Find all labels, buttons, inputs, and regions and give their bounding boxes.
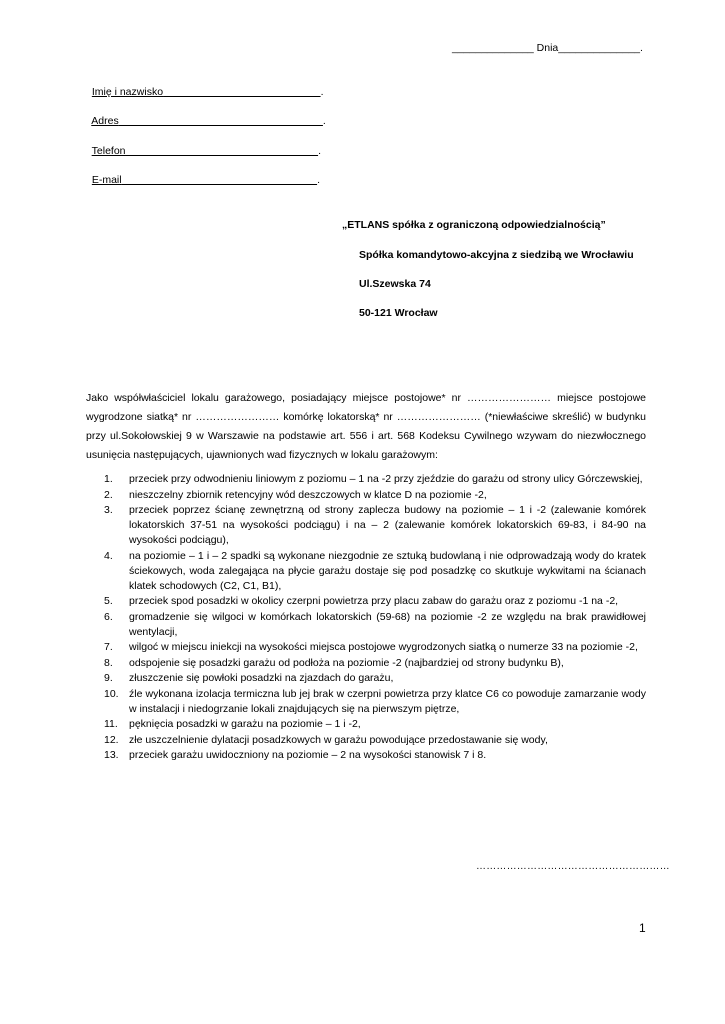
list-item bbox=[86, 594, 646, 609]
item-number: 11. bbox=[104, 718, 118, 730]
item-text: wilgoć w miejscu iniekcji na wysokości miejsca postojowe wygrodzonych siatką o numerze 33 na poziomie -2, bbox=[129, 641, 638, 653]
item-number: 2. bbox=[104, 488, 113, 501]
recipient-city: 50-121 Wrocław bbox=[359, 307, 438, 319]
list-item bbox=[86, 640, 646, 655]
phone-end: . bbox=[318, 145, 321, 157]
item-text: gromadzenie się wilgoci w komórkach lokatorskich (59-68) na poziomie -2 ze względu na brak prawidłowej wentylacji, bbox=[129, 610, 646, 638]
item-text: odspojenie się posadzki garażu od podłoża na poziomie -2 (najbardziej od strony budynku B), bbox=[129, 656, 564, 669]
item-number: 5. bbox=[104, 595, 113, 607]
intro-paragraph: Jako współwłaściciel lokalu garażowego, posiadający miejsce postojowe* nr …………………… miejsce postojowe wygrodzone siatką* nr …………………… komórkę lokatorską* nr …………………… (*niewłaściwe skreślić) w budynku przy ul.Sokołowskiej 9 w Warszawie na podstawie art. 556 i art. 568 Kodeksu Cywilnego wzywam do niezwłocznego usunięcia następujących, ujawnionych wad fizycznych w lokalu garażowym: bbox=[86, 392, 646, 461]
email-blank bbox=[122, 174, 317, 186]
item-number: 1. bbox=[104, 473, 113, 485]
item-number: 8. bbox=[104, 656, 113, 669]
name-label: Imię i nazwisko bbox=[91, 86, 164, 98]
recipient-street: Ul.Szewska 74 bbox=[359, 278, 431, 290]
recipient-company: „ETLANS spółka z ograniczoną odpowiedzialnością” bbox=[342, 219, 606, 231]
address-field bbox=[86, 103, 326, 127]
recipient-company-type: Spółka komandytowo-akcyjna z siedzibą we Wrocławiu bbox=[359, 249, 634, 261]
name-end: . bbox=[320, 86, 324, 98]
item-number: 13. bbox=[104, 749, 119, 761]
defects-list bbox=[86, 472, 646, 764]
phone-blank bbox=[126, 145, 319, 157]
item-text: przeciek przy odwodnieniu liniowym z poziomu – 1 na -2 przy zjeździe do garażu od strony ulicy Górczewskiej, bbox=[129, 473, 643, 485]
address-blank bbox=[119, 115, 323, 127]
item-number: 10. bbox=[104, 687, 119, 700]
phone-label: Telefon bbox=[91, 145, 126, 157]
list-item bbox=[86, 733, 646, 748]
item-text: przeciek poprzez ścianę zewnętrzną od strony zaplecza budowy na poziomie – 1 i -2 (zalewanie komórek lokatorskich 37-51 na wysokości podciągu) i na – 2 (zalewanie komórek lokatorskich 69-83, i 84-90 na wysokości podciągu), bbox=[129, 504, 646, 546]
list-item bbox=[86, 656, 646, 671]
item-text: pęknięcia posadzki w garażu na poziomie – 1 i -2, bbox=[129, 718, 361, 730]
list-item bbox=[86, 503, 646, 548]
signature-line: ………………………………………………… bbox=[476, 861, 670, 872]
list-item bbox=[86, 748, 646, 763]
item-number: 9. bbox=[104, 672, 113, 684]
item-text: przeciek garażu uwidoczniony na poziomie – 2 na wysokości stanowisk 7 i 8. bbox=[129, 749, 487, 761]
item-text: złuszczenie się powłoki posadzki na zjazdach do garażu, bbox=[129, 672, 394, 684]
list-item bbox=[86, 488, 646, 503]
item-text: źle wykonana izolacja termiczna lub jej brak w czerpni powietrza przy klatce C6 co powoduje zamarzanie wody w instalacji i niedogrzanie lokali znajdujących się na pierwszym piętrze, bbox=[129, 687, 646, 715]
email-label: E-mail bbox=[91, 174, 122, 186]
item-number: 12. bbox=[104, 733, 119, 746]
email-end: . bbox=[317, 174, 320, 186]
page-number: 1 bbox=[639, 921, 646, 935]
list-item bbox=[86, 687, 646, 717]
list-item bbox=[86, 610, 646, 640]
address-label: Adres bbox=[91, 115, 119, 127]
email-field bbox=[86, 162, 320, 186]
list-item bbox=[86, 671, 646, 686]
item-text: nieszczelny zbiornik retencyjny wód deszczowych w klatce D na poziomie -2, bbox=[129, 488, 487, 501]
phone-field bbox=[86, 133, 321, 157]
list-item bbox=[86, 472, 646, 487]
item-number: 3. bbox=[104, 504, 113, 516]
list-item bbox=[86, 717, 646, 732]
item-number: 4. bbox=[104, 549, 113, 562]
item-text: na poziomie – 1 i – 2 spadki są wykonane niezgodnie ze sztuką budowlaną i nie odprowadzają wody do kratek ściekowych, woda zalegająca na płycie garażu dostaje się pod posadzkę co skutkuje wykwitami na ścianach klatek schodowych (C2, C1, B1), bbox=[129, 549, 646, 592]
item-number: 7. bbox=[104, 641, 113, 653]
name-blank bbox=[163, 86, 321, 98]
name-field bbox=[86, 74, 324, 98]
item-text: złe uszczelnienie dylatacji posadzkowych w garażu powodujące przedostawanie się wody, bbox=[129, 733, 548, 746]
item-number: 6. bbox=[104, 610, 113, 623]
address-end: . bbox=[322, 115, 326, 127]
item-text: przeciek spod posadzki w okolicy czerpni powietrza przy placu zabaw do garażu oraz z poziomu -1 na -2, bbox=[129, 595, 619, 607]
list-item bbox=[86, 549, 646, 594]
date-line: ______________ Dnia______________. bbox=[452, 42, 643, 54]
